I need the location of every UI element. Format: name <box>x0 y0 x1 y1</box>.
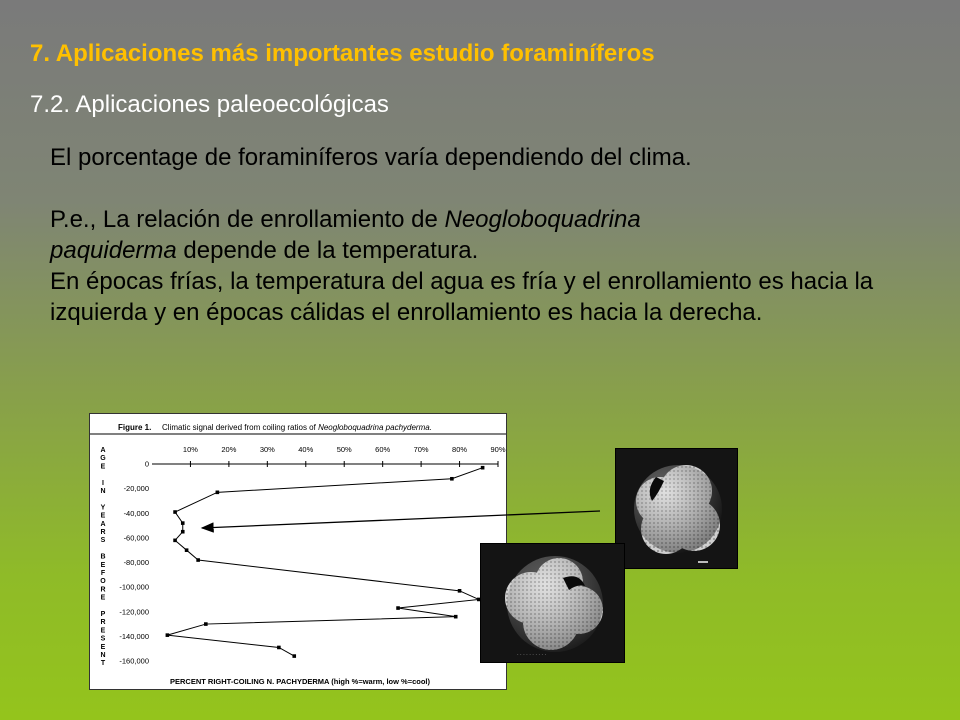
y-axis-title-letter: T <box>100 660 106 668</box>
x-tick-label: 30% <box>259 445 275 454</box>
x-tick-label: 80% <box>452 445 468 454</box>
y-axis-title-letter: E <box>100 512 106 520</box>
y-axis-title-letter: G <box>100 455 106 463</box>
slide-title: 7. Aplicaciones más importantes estudio foraminíferos <box>30 40 655 67</box>
y-tick-label: -100,000 <box>119 582 149 592</box>
y-axis-title-letter: E <box>100 594 106 602</box>
x-axis-title: PERCENT RIGHT-COILING N. PACHYDERMA (high %=warm, low %=cool) <box>170 677 431 686</box>
y-tick-label: -40,000 <box>123 508 149 518</box>
x-tick-label: 60% <box>375 445 391 454</box>
x-tick-label: 90% <box>490 445 506 454</box>
figure-caption-text: Climatic signal derived from coiling ratios of <box>162 423 319 432</box>
y-axis-title-letter: F <box>100 570 106 577</box>
y-tick-label: 0 <box>144 459 149 469</box>
species-name: paquiderma <box>50 237 177 264</box>
y-tick-label: -20,000 <box>123 484 149 494</box>
y-axis-title-letter: B <box>100 553 106 561</box>
y-axis-title-letter: O <box>100 578 106 586</box>
y-tick-label: -120,000 <box>119 607 149 617</box>
paragraph-climate: El porcentage de foraminíferos varía dependiendo del clima. <box>50 144 692 171</box>
x-tick-label: 10% <box>182 445 198 454</box>
y-axis-title-letter: R <box>100 586 106 594</box>
y-axis-title-letter: R <box>100 529 106 536</box>
y-axis-title-letter: P <box>100 611 106 618</box>
y-axis-title-letter: A <box>100 520 106 528</box>
p2-tail: depende de la temperatura. <box>176 237 479 264</box>
y-axis-title-letter: I <box>102 479 104 487</box>
y-axis-title-letter: E <box>100 643 106 651</box>
species-genus: Neogloboquadrina <box>444 206 641 233</box>
figure-caption-species: Neogloboquadrina pachyderma. <box>318 423 432 432</box>
x-tick-label: 50% <box>336 445 352 454</box>
slide-subtitle: 7.2. Aplicaciones paleoecológicas <box>30 91 389 118</box>
y-axis-title-letter: N <box>100 652 106 659</box>
y-axis-title-letter: A <box>100 447 106 454</box>
y-tick-label: -80,000 <box>123 558 149 567</box>
y-axis-title-letter: E <box>100 463 106 471</box>
x-tick-label: 40% <box>298 445 314 454</box>
y-tick-label: -140,000 <box>119 631 149 641</box>
paragraph-temperature: En épocas frías, la temperatura del agua es fría y el enrollamiento es hacia la izquierda y en épocas cálidas el enrollamiento es hacia la derecha. <box>50 268 874 326</box>
y-axis-title-letter: E <box>100 627 106 635</box>
y-axis-title-letter: N <box>100 488 106 495</box>
y-axis-title-letter: Y <box>100 504 106 512</box>
y-tick-label: -160,000 <box>119 656 149 666</box>
x-tick-label: 20% <box>221 445 237 454</box>
y-axis-title-letter: S <box>100 635 106 643</box>
svg-text:· · · · · · · · · ·: · · · · · · · · · · <box>517 652 547 658</box>
y-axis-title-letter: S <box>100 537 106 545</box>
figure-caption-label: Figure 1. <box>118 423 152 432</box>
x-tick-label: 70% <box>413 445 429 454</box>
y-tick-label: -60,000 <box>123 533 149 543</box>
y-axis-title-letter: E <box>100 561 106 569</box>
y-axis-title-letter: R <box>100 619 106 627</box>
p2-lead: P.e., La relación de enrollamiento de <box>50 206 445 233</box>
